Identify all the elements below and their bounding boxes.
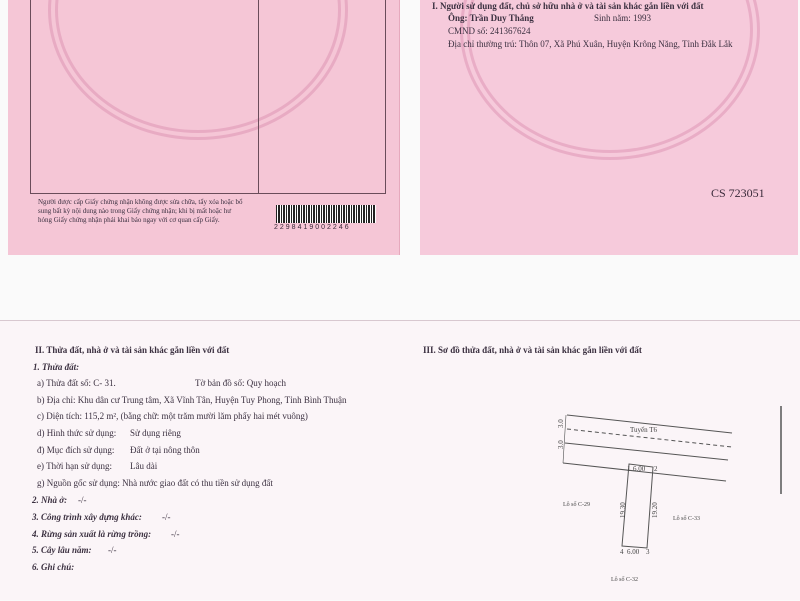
house-label: 2. Nhà ở:: [32, 495, 68, 505]
parcel-diagram: [0, 1, 800, 601]
parcel-number: a) Thửa đất số: C- 31.: [37, 378, 116, 388]
house-value: -/-: [78, 495, 87, 505]
perennial-label: 5. Cây lâu năm:: [32, 545, 92, 555]
point-label: 3: [646, 548, 650, 556]
perennial-value: -/-: [108, 545, 117, 555]
neighbor-bottom: Lô số C-32: [611, 577, 638, 583]
purpose: Đất ở tại nông thôn: [130, 445, 200, 455]
road-width: 3.0: [557, 419, 565, 428]
owner-id: CMND số: 241367624: [448, 26, 531, 36]
neighbor-left: Lô số C-29: [563, 502, 590, 508]
notes-label: 6. Ghi chú:: [32, 562, 75, 572]
other-works-value: -/-: [162, 512, 171, 522]
origin: g) Nguồn gốc sử dụng: Nhà nước giao đất có thu tiền sử dụng đất: [37, 478, 273, 488]
parcel-address: b) Địa chỉ: Khu dân cư Trung tâm, Xã Vĩnh Tân, Huyện Tuy Phong, Tỉnh Bình Thuận: [37, 395, 347, 405]
owner-name: Ông: Trần Duy Thắng: [448, 13, 534, 23]
neighbor-right: Lô số C-33: [673, 516, 700, 522]
use-form: Sử dụng riêng: [130, 428, 181, 438]
road-label: Tuyến T6: [630, 426, 658, 434]
front-length: 6.00: [633, 465, 646, 473]
owner-section-title: I. Người sử dụng đất, chủ sở hữu nhà ở và tài sản khác gắn liền với đất: [432, 1, 704, 11]
road-width: 3.0: [557, 440, 565, 449]
map-sheet: Tờ bản đồ số: Quy hoạch: [195, 378, 286, 388]
certificate-land-page: [0, 320, 800, 600]
point-label: 4: [620, 548, 624, 556]
term: Lâu dài: [130, 461, 158, 471]
parcel-subtitle: 1. Thửa đất:: [33, 362, 80, 372]
parcel-area: c) Diện tích: 115,2 m², (bằng chữ: một trăm mười lăm phẩy hai mét vuông): [37, 411, 308, 421]
owner-address: Địa chỉ thường trú: Thôn 07, Xã Phú Xuân, Huyện Krông Năng, Tỉnh Đắk Lắk: [448, 39, 733, 49]
term-label: e) Thời hạn sử dụng:: [37, 461, 112, 471]
road-edge: [565, 443, 728, 460]
other-works-label: 3. Công trình xây dựng khác:: [32, 512, 142, 522]
owner-birth: Sinh năm: 1993: [594, 13, 652, 23]
purpose-label: đ) Mục đích sử dụng:: [37, 445, 115, 455]
forest-value: -/-: [171, 529, 180, 539]
notice-line: Người được cấp Giấy chứng nhận không được sửa chữa, tẩy xóa hoặc bổ: [38, 198, 243, 206]
serial-number: CS 723051: [711, 186, 765, 200]
notice-line: hỏng Giấy chứng nhận phải khai báo ngay với cơ quan cấp Giấy.: [38, 216, 220, 224]
point-label: 2: [654, 465, 658, 473]
point-label: 1: [627, 465, 631, 473]
land-section-title: II. Thửa đất, nhà ở và tài sản khác gắn liền với đất: [35, 345, 230, 355]
forest-label: 4. Rừng sản xuất là rừng trồng:: [32, 529, 152, 539]
use-form-label: d) Hình thức sử dụng:: [37, 428, 117, 438]
diagram-section-title: III. Sơ đồ thửa đất, nhà ở và tài sản khác gắn liền với đất: [423, 345, 642, 355]
back-length: 6.00: [627, 548, 640, 556]
notice-line: sung bất kỳ nội dung nào trong Giấy chứng nhận; khi bị mất hoặc hư: [38, 207, 232, 215]
side-right-length: 19.20: [651, 502, 659, 518]
barcode-number: 2298419002246: [274, 224, 351, 231]
side-left-length: 19.30: [619, 502, 627, 518]
